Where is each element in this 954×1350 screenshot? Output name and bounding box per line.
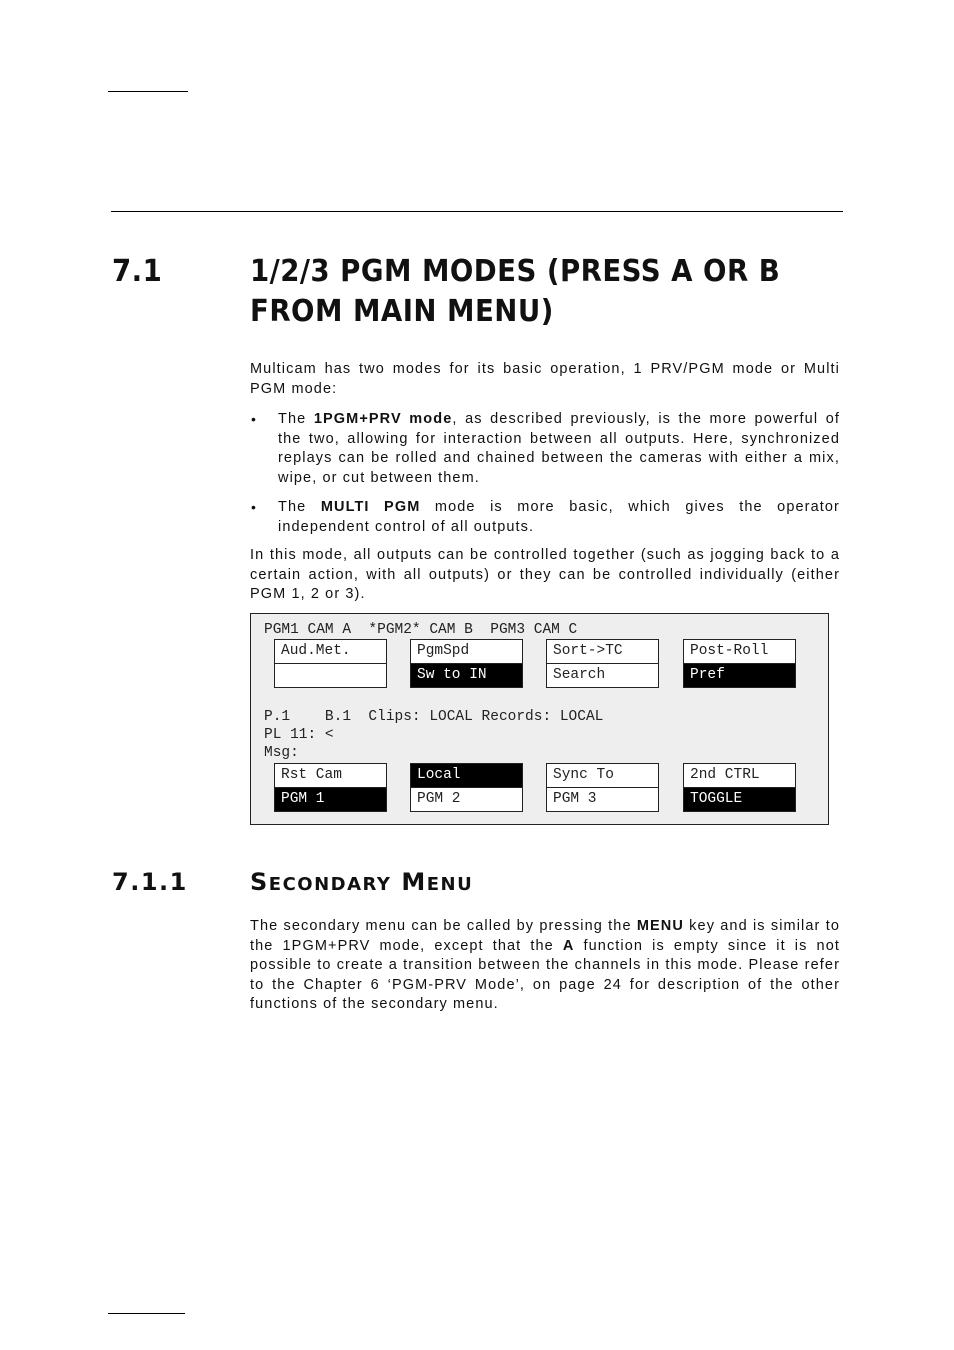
bullet-item-multi <box>278 498 840 537</box>
softkey-bottom-label <box>275 663 386 687</box>
softkey-aud-met <box>274 639 387 688</box>
softkey-bottom-label: TOGGLE <box>684 787 795 811</box>
softkey-post-roll <box>683 639 796 688</box>
multicam-screen <box>250 613 829 825</box>
screen-playlist-line: PL 11: < <box>264 727 334 743</box>
mode-paragraph: In this mode, all outputs can be controlled together (such as jogging back to a certain action, with all outputs) or they can be controlled individually (either PGM 1, 2 or 3). <box>250 547 840 602</box>
softkey-top-label: Sync To <box>553 767 614 783</box>
screen-msg-line: Msg: <box>264 745 299 761</box>
softkey-sort-tc <box>546 639 659 688</box>
screen-status-line: P.1 B.1 Clips: LOCAL Records: LOCAL <box>264 709 604 725</box>
softkey-top-label: Rst Cam <box>281 767 342 783</box>
softkey-bottom-label: Search <box>547 663 658 687</box>
bullet-bold-term: 1PGM+PRV mode <box>313 411 453 427</box>
subsection-number: 7.1.1 <box>112 868 188 896</box>
softkey-top-label: Post-Roll <box>690 643 769 659</box>
title-smallcaps: ENU <box>426 874 474 895</box>
softkey-bottom-label: PGM 1 <box>275 787 386 811</box>
header-short-rule <box>108 91 188 92</box>
secondary-menu-paragraph <box>250 917 840 1015</box>
bullet-rest: , as described previously, is the more powerful of the two, allowing for interaction between all outputs. Here, synchronized replays can be rolled and chained between the cameras with either a mix, wipe, or cut between them. <box>278 411 840 486</box>
subsection-title <box>250 867 473 900</box>
softkey-top-label: Local <box>411 764 522 788</box>
softkey-bottom-label: PGM 2 <box>411 787 522 811</box>
softkey-top-label: Sort->TC <box>553 643 623 659</box>
section-number: 7.1 <box>112 254 163 289</box>
screen-header: PGM1 CAM A *PGM2* CAM B PGM3 CAM C <box>264 622 578 638</box>
softkey-top-label: PgmSpd <box>417 643 470 659</box>
menu-key-term: MENU <box>636 918 684 934</box>
softkey-sync-to <box>546 763 659 812</box>
bullet-bold-term: MULTI PGM <box>320 499 421 515</box>
bullet-lead: The <box>278 411 314 427</box>
softkey-top-label: 2nd CTRL <box>690 767 760 783</box>
title-smallcaps: ECONDARY <box>268 874 392 895</box>
intro-paragraph: Multicam has two modes for its basic operation, 1 PRV/PGM mode or Multi PGM mode: <box>250 361 840 397</box>
section-title-line2: FROM MAIN MENU) <box>250 294 554 329</box>
text-run: The secondary menu can be called by pressing the <box>250 918 637 934</box>
footer-short-rule <box>108 1313 185 1314</box>
softkey-bottom-label: Pref <box>684 663 795 687</box>
bullet-marker: • <box>251 499 256 515</box>
bullet-item-1pgm <box>278 410 840 488</box>
bullet-rest: mode is more basic, which gives the operator independent control of all outputs. <box>278 499 840 535</box>
softkey-bottom-label: PGM 3 <box>547 787 658 811</box>
softkey-bottom-label: Sw to IN <box>411 663 522 687</box>
a-function-term: A <box>562 937 575 954</box>
softkey-local <box>410 763 523 812</box>
title-cap: M <box>401 868 427 896</box>
title-cap: S <box>250 868 269 896</box>
bullet-marker: • <box>251 411 256 427</box>
section-title-line1: 1/2/3 PGM MODES (PRESS A OR B <box>250 254 781 289</box>
text-run: key and is similar to the 1PGM+PRV mode, except that the <box>250 918 840 954</box>
text-run: function is empty since it is not possible to create a transition between the channels in this mode. Please refer to the Chapter 6 ‘PGM-PRV Mode’, on page 24 for description of the other functions of the secondary menu. <box>250 937 840 1012</box>
softkey-rst-cam <box>274 763 387 812</box>
bullet-lead: The <box>278 499 321 515</box>
header-long-rule <box>111 211 843 212</box>
softkey-2nd-ctrl <box>683 763 796 812</box>
softkey-top-label: Aud.Met. <box>281 643 351 659</box>
softkey-pgmspd <box>410 639 523 688</box>
